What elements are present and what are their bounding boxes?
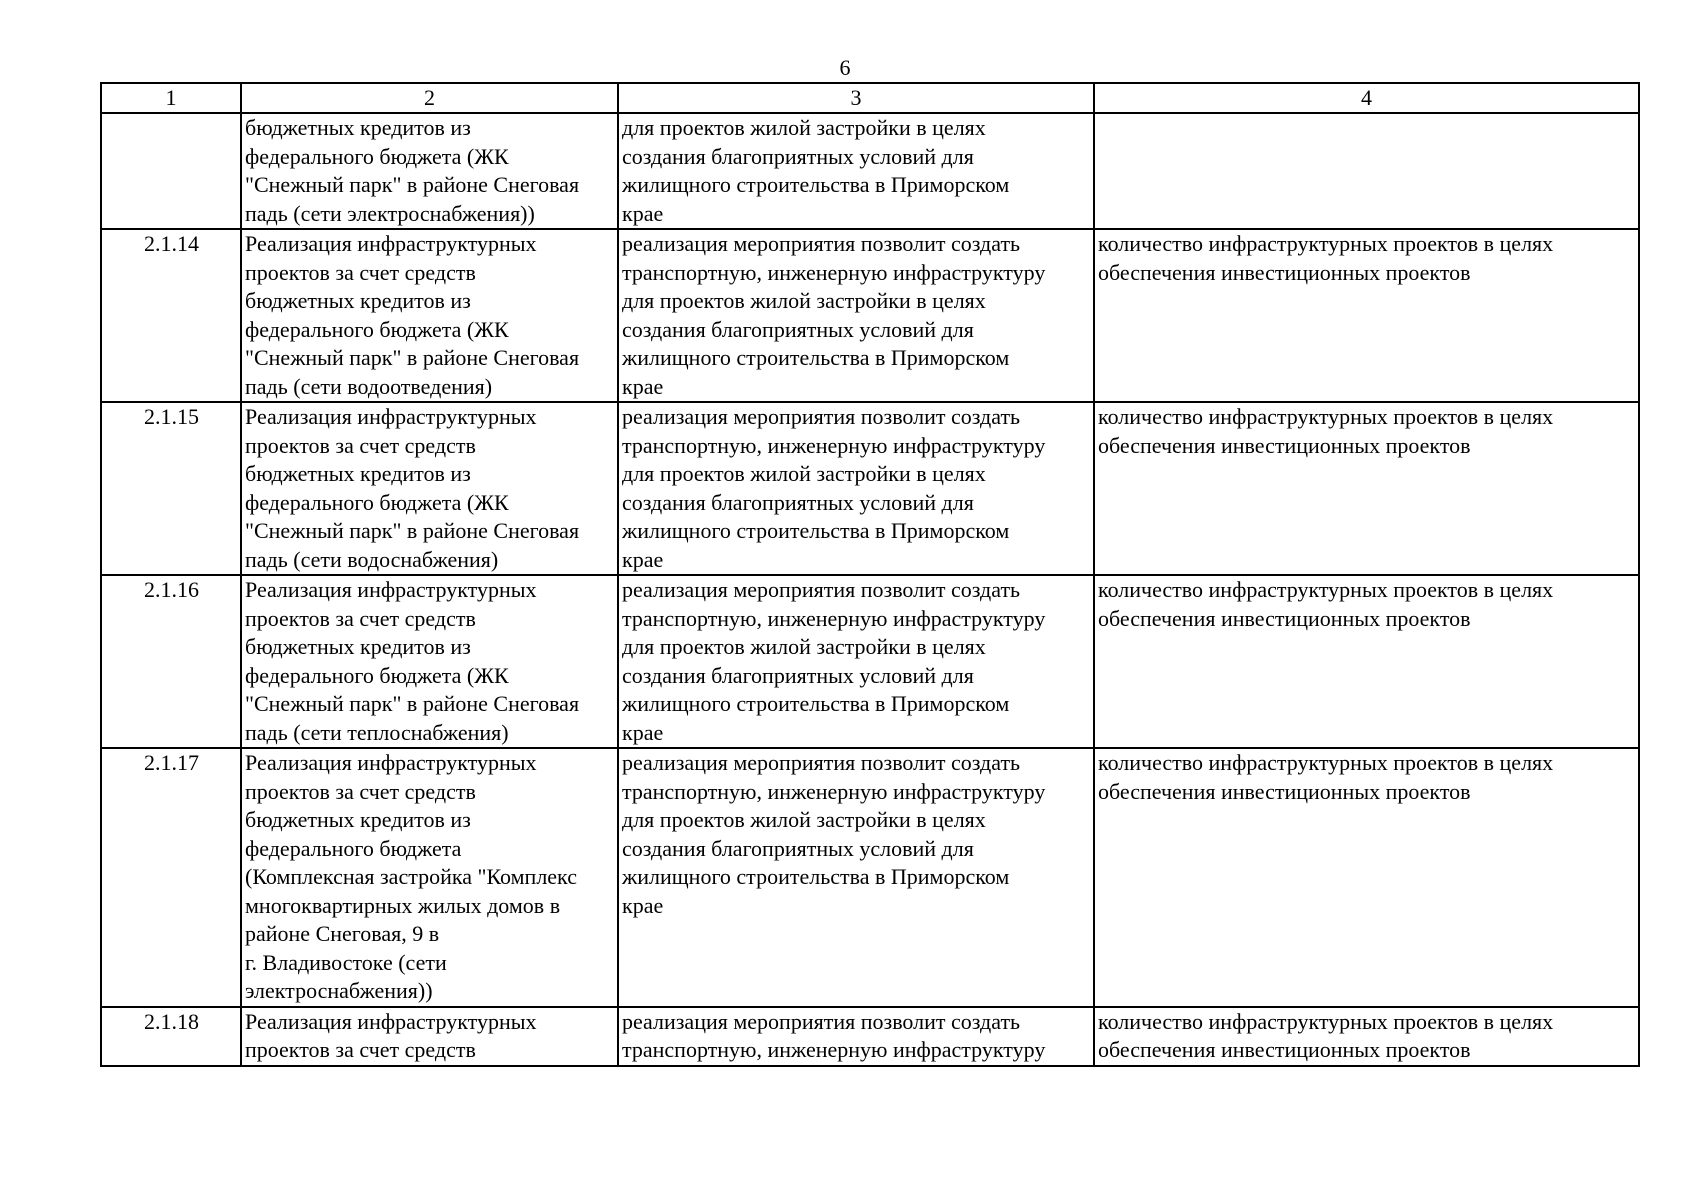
column-header-4: 4 (1094, 83, 1639, 113)
expected-result: реализация мероприятия позволит создать транспортную, инженерную инфраструктуру для проектов жилой застройки в целях создания благоприятных условий для жилищного строительства в Приморском крае (618, 402, 1094, 575)
column-header-3: 3 (618, 83, 1094, 113)
table-row (101, 113, 1639, 229)
table-row (101, 575, 1639, 748)
row-number: 2.1.14 (101, 229, 241, 402)
indicator: количество инфраструктурных проектов в целях обеспечения инвестиционных проектов (1094, 402, 1639, 575)
measures-table (100, 82, 1640, 1067)
indicator: количество инфраструктурных проектов в целях обеспечения инвестиционных проектов (1094, 229, 1639, 402)
measure-name: Реализация инфраструктурных проектов за счет средств бюджетных кредитов из федерального бюджета (ЖК "Снежный парк" в районе Снеговая падь (сети водоснабжения) (241, 402, 618, 575)
table-row (101, 748, 1639, 1007)
indicator: количество инфраструктурных проектов в целях обеспечения инвестиционных проектов (1094, 575, 1639, 748)
measure-name: Реализация инфраструктурных проектов за счет средств бюджетных кредитов из федерального бюджета (ЖК "Снежный парк" в районе Снеговая падь (сети водоотведения) (241, 229, 618, 402)
expected-result: реализация мероприятия позволит создать транспортную, инженерную инфраструктуру для проектов жилой застройки в целях создания благоприятных условий для жилищного строительства в Приморском крае (618, 575, 1094, 748)
measure-name: Реализация инфраструктурных проектов за счет средств бюджетных кредитов из федерального бюджета (ЖК "Снежный парк" в районе Снеговая падь (сети теплоснабжения) (241, 575, 618, 748)
table-row (101, 402, 1639, 575)
table-row (101, 229, 1639, 402)
page-number: 6 (839, 55, 851, 80)
measure-name: Реализация инфраструктурных проектов за счет средств бюджетных кредитов из федерального бюджета (Комплексная застройка "Комплекс многоквартирных жилых домов в районе Снеговая, 9 в г. Владивостоке (сети электроснабжения)) (241, 748, 618, 1007)
expected-result: реализация мероприятия позволит создать транспортную, инженерную инфраструктуру (618, 1007, 1094, 1066)
indicator: количество инфраструктурных проектов в целях обеспечения инвестиционных проектов (1094, 1007, 1639, 1066)
column-header-2: 2 (241, 83, 618, 113)
expected-result: реализация мероприятия позволит создать транспортную, инженерную инфраструктуру для проектов жилой застройки в целях создания благоприятных условий для жилищного строительства в Приморском крае (618, 748, 1094, 1007)
indicator (1094, 113, 1639, 229)
measure-name: Реализация инфраструктурных проектов за счет средств (241, 1007, 618, 1066)
table-header-row (101, 83, 1639, 113)
row-number (101, 113, 241, 229)
indicator: количество инфраструктурных проектов в целях обеспечения инвестиционных проектов (1094, 748, 1639, 1007)
row-number: 2.1.17 (101, 748, 241, 1007)
row-number: 2.1.15 (101, 402, 241, 575)
row-number: 2.1.18 (101, 1007, 241, 1066)
table-row (101, 1007, 1639, 1066)
column-header-1: 1 (101, 83, 241, 113)
row-number: 2.1.16 (101, 575, 241, 748)
expected-result: реализация мероприятия позволит создать транспортную, инженерную инфраструктуру для проектов жилой застройки в целях создания благоприятных условий для жилищного строительства в Приморском крае (618, 229, 1094, 402)
measure-name: бюджетных кредитов из федерального бюджета (ЖК "Снежный парк" в районе Снеговая падь (сети электроснабжения)) (241, 113, 618, 229)
expected-result: для проектов жилой застройки в целях создания благоприятных условий для жилищного строительства в Приморском крае (618, 113, 1094, 229)
